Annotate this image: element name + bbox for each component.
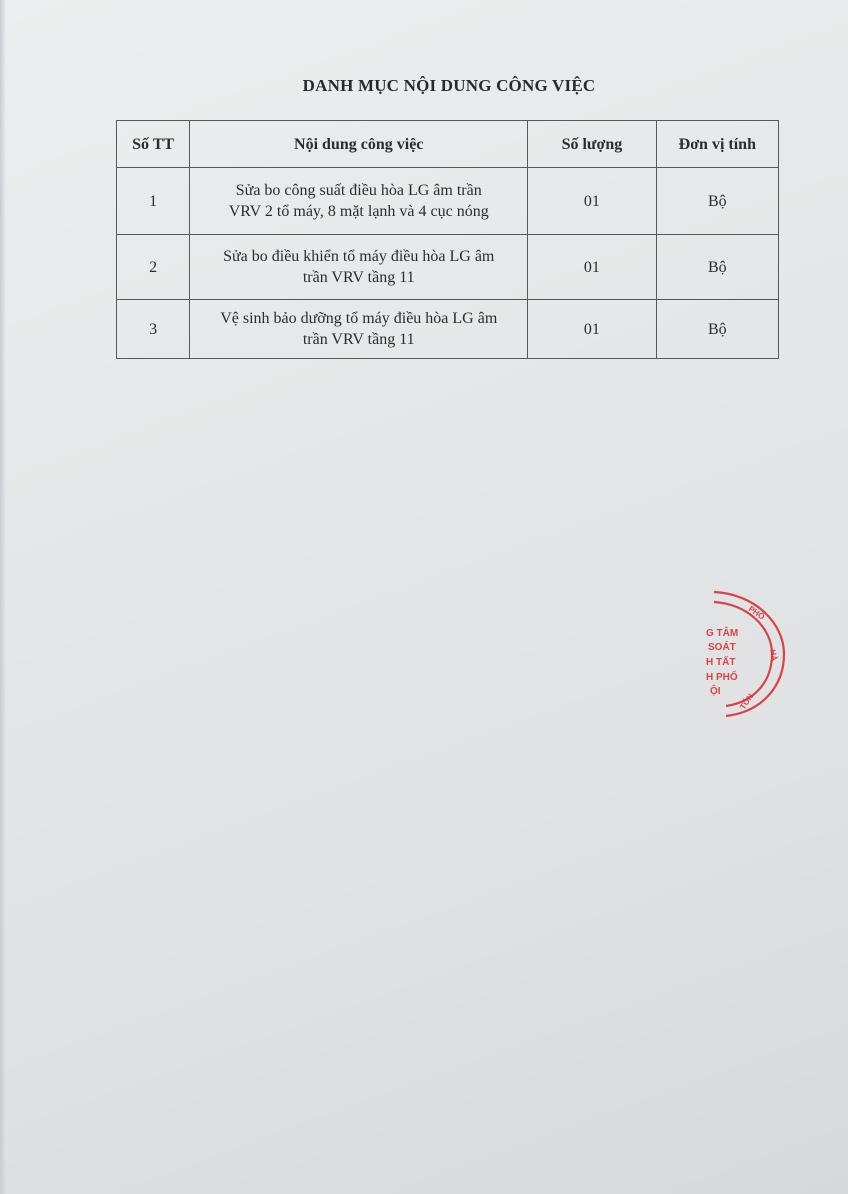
cell-content xyxy=(190,300,528,359)
stamp-text-line: G TÂM xyxy=(706,628,739,639)
document-title: DANH MỤC NỘI DUNG CÔNG VIỆC xyxy=(302,76,596,95)
cell-unit: Bộ xyxy=(656,300,778,359)
page-edge-shadow xyxy=(0,0,6,1194)
cell-content-line: trần VRV tầng 11 xyxy=(302,269,415,286)
header-content: Nội dung công việc xyxy=(190,121,528,168)
stamp-text-line: SOÁT xyxy=(708,642,736,653)
work-items-table xyxy=(116,120,779,359)
stamp-text-line: ỘI xyxy=(710,686,721,697)
cell-content-line: Sửa bo điều khiển tổ máy điều hòa LG âm xyxy=(223,248,495,265)
header-quantity: Số lượng xyxy=(528,121,656,168)
table-row xyxy=(117,168,779,235)
cell-unit: Bộ xyxy=(656,168,778,235)
stamp-arc-right: HÀ xyxy=(768,648,779,662)
table-row xyxy=(117,235,779,300)
stamp-text-line: H PHỐ xyxy=(706,672,738,683)
red-seal-stamp xyxy=(686,586,786,720)
cell-quantity: 01 xyxy=(528,235,656,300)
cell-unit: Bộ xyxy=(656,235,778,300)
cell-stt: 2 xyxy=(117,235,190,300)
cell-content-line: trần VRV tầng 11 xyxy=(302,331,415,348)
stamp-arc-bottom: TỐN xyxy=(738,692,756,712)
cell-content xyxy=(190,168,528,235)
cell-content-line: VRV 2 tổ máy, 8 mặt lạnh và 4 cục nóng xyxy=(228,203,489,220)
cell-quantity: 01 xyxy=(528,168,656,235)
stamp-arc-top: PHỐ xyxy=(746,604,767,622)
cell-content-line: Vệ sinh bảo dưỡng tổ máy điều hòa LG âm xyxy=(220,310,498,327)
cell-stt: 3 xyxy=(117,300,190,359)
cell-stt: 1 xyxy=(117,168,190,235)
table-row xyxy=(117,300,779,359)
header-unit: Đơn vị tính xyxy=(656,121,778,168)
table-header-row xyxy=(117,121,779,168)
cell-content-line: Sửa bo công suất điều hòa LG âm trần xyxy=(235,182,482,199)
header-stt: Số TT xyxy=(117,121,190,168)
cell-content xyxy=(190,235,528,300)
stamp-text-line: H TẤT xyxy=(706,657,736,668)
cell-quantity: 01 xyxy=(528,300,656,359)
